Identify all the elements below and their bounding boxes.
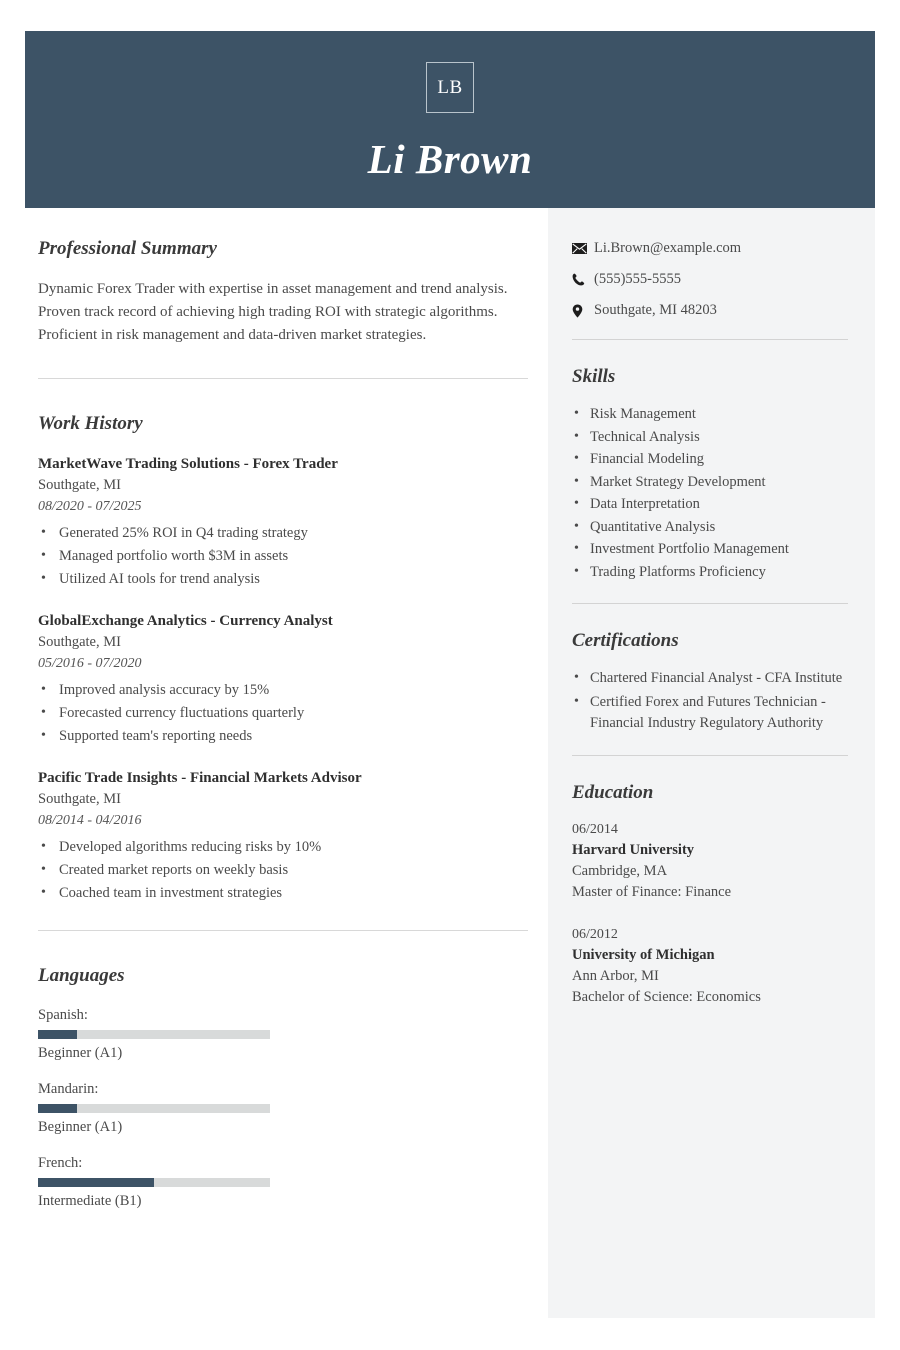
education-list <box>572 820 850 1008</box>
education-school: Harvard University <box>572 841 695 858</box>
resume-header <box>25 31 875 208</box>
certification-item: • Certified Forex and Futures Technician - Financial Industry Regulatory Authority <box>572 692 850 735</box>
language-proficiency-bar <box>38 1104 270 1113</box>
certifications-heading: Certifications <box>572 630 679 651</box>
job-dates: 08/2020 - 07/2025 <box>38 499 142 514</box>
contact-phone-row[interactable] <box>572 271 850 288</box>
work-history-list <box>38 453 530 905</box>
education-entry <box>572 820 850 903</box>
skill-item: • Trading Platforms Proficiency <box>572 562 850 584</box>
skill-item: • Technical Analysis <box>572 427 850 449</box>
skill-item: • Market Strategy Development <box>572 472 850 494</box>
envelope-icon <box>572 243 594 254</box>
contact-location-text: Southgate, MI 48203 <box>594 302 717 318</box>
sidebar-divider-3 <box>572 755 848 756</box>
sidebar <box>548 208 875 1318</box>
summary-text: Dynamic Forex Trader with expertise in asset management and trend analysis. Proven track record of achieving high trading ROI with strategic algorithms. Proficient in risk management and data-driven market strategies. <box>38 281 508 343</box>
job-title: GlobalExchange Analytics - Currency Analyst <box>38 613 333 629</box>
work-history-entry <box>38 767 530 905</box>
language-item <box>38 1153 270 1212</box>
sidebar-divider-1 <box>572 339 848 340</box>
candidate-name: Li Brown <box>367 136 533 182</box>
job-dates: 05/2016 - 07/2020 <box>38 656 142 671</box>
education-degree: Bachelor of Science: Economics <box>572 988 761 1005</box>
monogram-initials: LB <box>437 76 463 98</box>
job-bullet: • Utilized AI tools for trend analysis <box>38 568 530 591</box>
languages-grid <box>38 1005 528 1227</box>
languages-heading: Languages <box>38 965 125 986</box>
job-location: Southgate, MI <box>38 634 121 650</box>
job-bullet: • Coached team in investment strategies <box>38 882 530 905</box>
language-proficiency-fill <box>38 1178 154 1187</box>
certification-item: • Chartered Financial Analyst - CFA Institute <box>572 668 850 690</box>
job-bullet: • Forecasted currency fluctuations quarterly <box>38 702 530 725</box>
education-location: Ann Arbor, MI <box>572 967 659 984</box>
monogram-box <box>426 62 474 113</box>
education-date: 06/2012 <box>572 926 618 942</box>
language-proficiency-bar <box>38 1178 270 1187</box>
language-name: French: <box>38 1155 83 1171</box>
education-entry <box>572 925 850 1008</box>
phone-icon <box>572 273 594 286</box>
map-pin-icon <box>572 304 594 318</box>
job-title: Pacific Trade Insights - Financial Markets Advisor <box>38 770 362 786</box>
education-school: University of Michigan <box>572 946 715 963</box>
main-divider-2 <box>38 930 528 931</box>
sidebar-divider-2 <box>572 603 848 604</box>
job-bullet: • Improved analysis accuracy by 15% <box>38 679 530 702</box>
skill-item: • Data Interpretation <box>572 494 850 516</box>
language-level: Intermediate (B1) <box>38 1193 142 1209</box>
work-history-entry <box>38 453 530 591</box>
education-location: Cambridge, MA <box>572 862 668 879</box>
language-level: Beginner (A1) <box>38 1119 123 1135</box>
job-title: MarketWave Trading Solutions - Forex Trader <box>38 456 338 472</box>
job-dates: 08/2014 - 04/2016 <box>38 813 142 828</box>
certifications-list <box>572 668 850 735</box>
skill-item: • Risk Management <box>572 404 850 426</box>
main-divider-1 <box>38 378 528 379</box>
job-bullet: • Generated 25% ROI in Q4 trading strategy <box>38 522 530 545</box>
language-item <box>38 1005 270 1064</box>
education-date: 06/2014 <box>572 821 618 837</box>
job-location: Southgate, MI <box>38 791 121 807</box>
job-location: Southgate, MI <box>38 477 121 493</box>
skill-item: • Quantitative Analysis <box>572 517 850 539</box>
contact-email-row[interactable] <box>572 240 850 257</box>
contact-phone-text: (555)555-5555 <box>594 271 681 287</box>
work-history-entry <box>38 610 530 748</box>
job-bullet-list <box>38 836 530 905</box>
skills-list <box>572 404 850 583</box>
skills-heading: Skills <box>572 366 616 387</box>
job-bullet: • Created market reports on weekly basis <box>38 859 530 882</box>
language-item <box>38 1079 270 1138</box>
language-proficiency-bar <box>38 1030 270 1039</box>
skill-item: • Financial Modeling <box>572 449 850 471</box>
summary-heading: Professional Summary <box>38 238 217 259</box>
job-bullet: • Supported team's reporting needs <box>38 725 530 748</box>
main-column <box>38 238 530 1227</box>
language-proficiency-fill <box>38 1104 77 1113</box>
job-bullet: • Developed algorithms reducing risks by 10% <box>38 836 530 859</box>
job-bullet-list <box>38 679 530 748</box>
language-name: Spanish: <box>38 1007 88 1023</box>
job-bullet: • Managed portfolio worth $3M in assets <box>38 545 530 568</box>
contact-location-row[interactable] <box>572 302 850 319</box>
work-history-heading: Work History <box>38 413 143 434</box>
language-proficiency-fill <box>38 1030 77 1039</box>
contact-email-text: Li.Brown@example.com <box>594 240 742 256</box>
language-level: Beginner (A1) <box>38 1045 123 1061</box>
language-name: Mandarin: <box>38 1081 99 1097</box>
education-degree: Master of Finance: Finance <box>572 883 732 900</box>
education-heading: Education <box>572 781 654 803</box>
skill-item: • Investment Portfolio Management <box>572 539 850 561</box>
job-bullet-list <box>38 522 530 591</box>
